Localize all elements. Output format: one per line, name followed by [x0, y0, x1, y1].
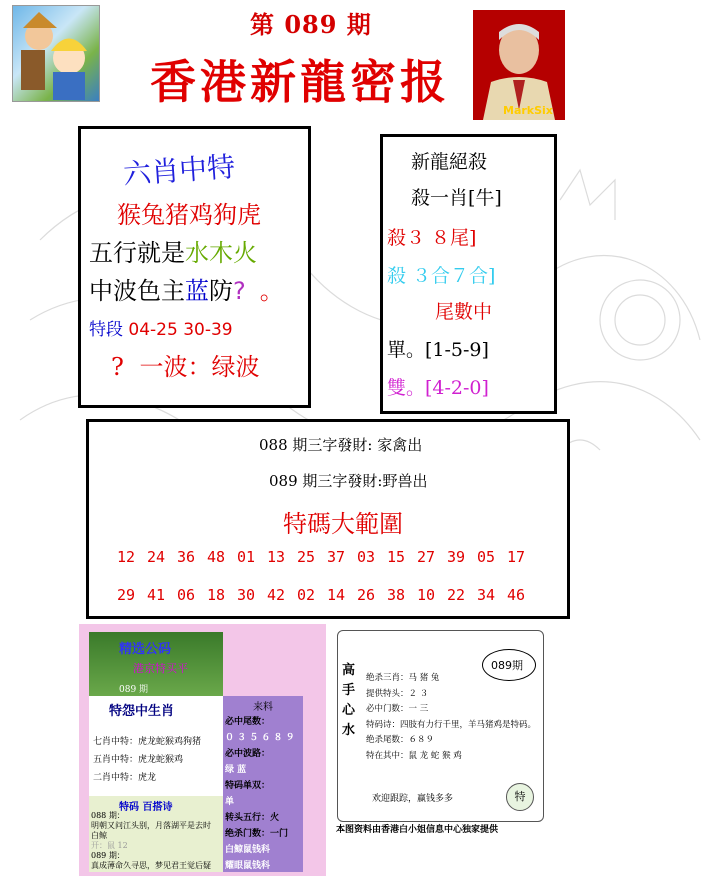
range-number-row2-2: 41: [147, 586, 166, 604]
range-number-row2-11: 10: [417, 586, 436, 604]
side-title: 来料: [253, 702, 273, 713]
range-number-row1-8: 37: [327, 548, 346, 566]
range-number-row1-5: 01: [237, 548, 256, 566]
banner-title: 精选公码: [119, 642, 172, 657]
range-number-row2-12: 22: [447, 586, 466, 604]
cartoon-scarecrow-image: [12, 5, 100, 102]
side-item-9: 白鲸鼠钱科: [225, 845, 271, 855]
range-number-row1-12: 39: [447, 548, 466, 566]
zodiac-panel: [79, 624, 326, 876]
kill-animal: 殺一肖[牛]: [411, 187, 502, 209]
special-range-box: [86, 419, 570, 619]
tip-line-4: 特码诗：四肢有力行千里，羊马猪鸡是特码。: [366, 719, 537, 730]
kill-title: 新龍絕殺: [411, 151, 488, 173]
poem-heading: 特码 百搭诗: [119, 802, 173, 813]
range-title: 特碼大範圍: [283, 510, 403, 538]
range-number-row2-14: 46: [507, 586, 526, 604]
poem-block: [89, 796, 223, 872]
poem-088-open: 开：鼠 12: [91, 841, 128, 850]
range-number-row1-2: 24: [147, 548, 166, 566]
issue-number: 第 089 期: [250, 10, 372, 39]
range-number-row1-11: 27: [417, 548, 436, 566]
side-item-10: 耀眼鼠钱科: [225, 861, 271, 871]
side-item-7: 转头五行：火: [225, 813, 280, 823]
range-number-row1-6: 13: [267, 548, 286, 566]
bubble-text: 089期: [491, 659, 523, 672]
prev-issue-phrase: 088 期三字發財: 家禽出: [259, 436, 423, 454]
side-char-1: 高: [342, 663, 356, 678]
side-item-4: 绿 蓝: [225, 765, 247, 775]
poem-089-label: 089 期：: [91, 851, 125, 860]
wave-question: ?: [233, 277, 246, 305]
range-number-row2-4: 18: [207, 586, 226, 604]
range-number-row2-7: 02: [297, 586, 316, 604]
side-item-1: 必中尾数：: [225, 717, 271, 727]
welcome-text: 欢迎跟踪，赢钱多多: [372, 794, 454, 804]
range-number-row1-14: 17: [507, 548, 526, 566]
expert-tips-panel: [337, 630, 544, 822]
side-item-3: 必中波路：: [225, 749, 271, 759]
number-row-1: [117, 548, 537, 566]
range-number-row1-4: 48: [207, 548, 226, 566]
wave-line: [89, 271, 284, 306]
number-row-2: [117, 586, 537, 604]
side-char-2: 手: [342, 683, 356, 698]
new-dragon-kill-box: [380, 134, 557, 414]
wave-main: 蓝: [185, 277, 209, 305]
poem-088-text: 明朝又问江头别，月落湖平是去时: [91, 821, 211, 830]
six-zodiac-box: [78, 126, 311, 408]
range-number-row2-3: 06: [177, 586, 196, 604]
range-number-row1-9: 03: [357, 548, 376, 566]
tip-line-5: 绝杀尾数：６８９: [366, 735, 435, 745]
single-tails: 單。[1-5-9]: [387, 339, 489, 361]
wuxing-value: 水木火: [185, 239, 257, 267]
tip-line-2: 提供特头：２ ３: [366, 688, 429, 699]
range-number-row1-1: 12: [117, 548, 136, 566]
range-number-row2-10: 38: [387, 586, 406, 604]
one-wave-line: [111, 347, 260, 382]
poem-088-answer: 白鲸: [91, 831, 107, 840]
side-item-2: ０ ３ ５ ６ ８ ９: [225, 733, 295, 743]
range-number-row2-1: 29: [117, 586, 136, 604]
special-value: 04-25 30-39: [128, 320, 233, 340]
special-segment-line: [89, 315, 233, 340]
special-label: 特段: [89, 320, 123, 340]
tail-heading: 尾數中: [435, 301, 493, 323]
side-title-vertical: [342, 661, 362, 741]
side-data-column: [223, 696, 303, 872]
banner-subtitle: 港京特买平: [133, 662, 188, 675]
six-zodiac-stamp: 六肖中特: [122, 150, 237, 191]
tip-line-1: 绝杀三肖：马 猪 兔: [366, 673, 440, 683]
side-item-8: 绝杀门数：一门: [225, 829, 289, 839]
one-wave-question: ?: [111, 353, 124, 381]
range-number-row1-10: 15: [387, 548, 406, 566]
wave-guard: 防: [209, 277, 233, 305]
tips-list: [366, 671, 536, 764]
kill-he: 殺 ３合７合]: [387, 265, 496, 287]
page-title: 香港新龍密报: [150, 55, 450, 109]
kill-tail: 殺３ ８尾]: [387, 227, 477, 249]
zodiac-heading: 特怨中生肖: [109, 704, 175, 719]
credit-line: 本图资料由香港白小姐信息中心独家提供: [336, 825, 499, 835]
zodiac-line: 猴兔猪鸡狗虎: [117, 201, 261, 229]
range-number-row1-3: 36: [177, 548, 196, 566]
zodiac-row-3: 二肖中特：虎龙: [93, 773, 157, 783]
range-number-row2-6: 42: [267, 586, 286, 604]
wuxing-prefix: 五行就是: [89, 239, 185, 267]
range-number-row2-9: 26: [357, 586, 376, 604]
banner-block: [89, 632, 223, 696]
double-tails: 雙。[4-2-0]: [387, 377, 489, 399]
range-number-row2-5: 30: [237, 586, 256, 604]
zodiac-row-1: 七肖中特：虎龙蛇猴鸡狗猪: [93, 737, 202, 747]
banner-issue: 089 期: [119, 685, 149, 695]
presenter-photo: [473, 10, 565, 120]
poem-089-text: 真成薄命久寻思，梦见君王觉后疑: [91, 861, 211, 870]
wave-dot: 。: [259, 277, 284, 305]
wave-prefix: 中波色主: [89, 277, 185, 305]
photo-caption: MarkSix: [503, 104, 553, 117]
range-number-row2-8: 14: [327, 586, 346, 604]
special-badge: 特: [506, 783, 534, 811]
zodiac-list: [89, 696, 223, 796]
side-item-6: 单: [225, 797, 235, 807]
range-number-row1-13: 05: [477, 548, 496, 566]
poem-088-label: 088 期：: [91, 811, 125, 820]
range-number-row2-13: 34: [477, 586, 496, 604]
wuxing-line: [89, 233, 257, 268]
tip-line-6: 特在其中：鼠 龙 蛇 猴 鸡: [366, 750, 462, 761]
tip-line-3: 必中门数：一 三: [366, 704, 429, 714]
current-issue-phrase: 089 期三字發財:野兽出: [269, 472, 428, 490]
side-char-3: 心: [342, 703, 356, 718]
zodiac-row-2: 五肖中特：虎龙蛇猴鸡: [93, 755, 184, 765]
side-char-4: 水: [342, 723, 356, 738]
one-wave-value: 一波：绿波: [139, 353, 260, 381]
range-number-row1-7: 25: [297, 548, 316, 566]
side-item-5: 特码单双：: [225, 781, 271, 791]
